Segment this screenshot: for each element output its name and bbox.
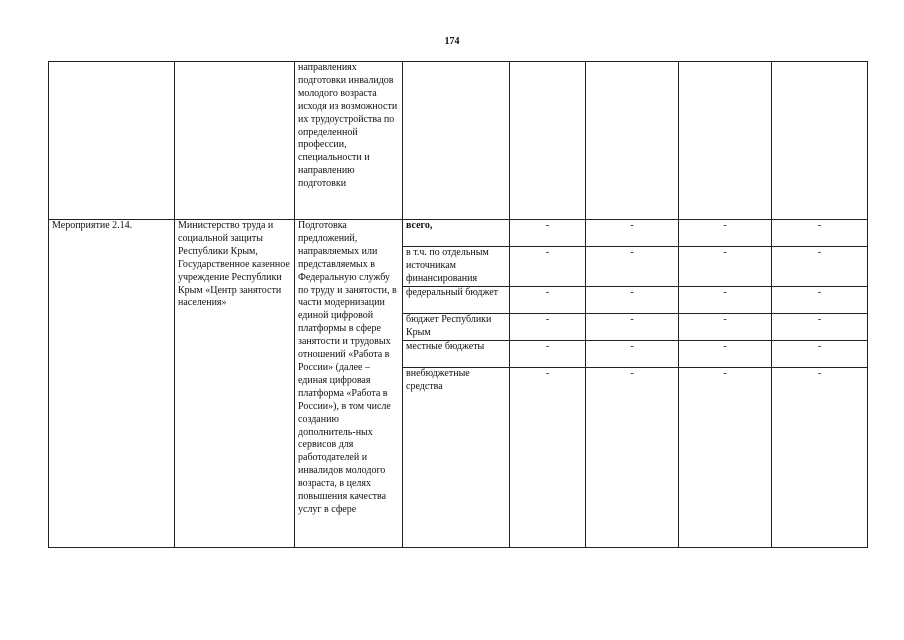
measure-description: Подготовка предложений, направляемых или представляемых в Федеральную службу по труду и занятости, в части модернизации единой цифровой платформы в сфере занятости и трудовых отношений «Работа в России» (далее – единая цифровая платформа «Работа в России»), в том числе созданию дополнитель-ных сервисов для работодателей и инвалидов молодого возраста, в целях повышения качества услуг в сфере — [295, 220, 403, 548]
funding-value: - — [679, 341, 772, 368]
funding-value: - — [772, 220, 868, 247]
funding-source: всего, — [403, 220, 510, 247]
funding-source: местные бюджеты — [403, 341, 510, 368]
page-number: 174 — [444, 36, 460, 47]
funding-value: - — [772, 314, 868, 341]
funding-value: - — [586, 287, 679, 314]
funding-value: - — [510, 247, 586, 287]
funding-value: - — [679, 287, 772, 314]
funding-value: - — [510, 314, 586, 341]
funding-value: - — [510, 341, 586, 368]
funding-value: - — [510, 220, 586, 247]
funding-source: федеральный бюджет — [403, 287, 510, 314]
funding-value: - — [586, 368, 679, 548]
funding-source: внебюджетные средства — [403, 368, 510, 548]
cell-executor — [175, 62, 295, 220]
funding-value: - — [679, 220, 772, 247]
cell-measure-name — [49, 62, 175, 220]
cell-description: направлениях подготовки инвалидов молодого возраста исходя из возможности их трудоустройства по определенной профессии, специальности и направлению подготовки — [295, 62, 403, 220]
measures-table — [48, 61, 868, 548]
funding-value: - — [772, 368, 868, 548]
funding-source: бюджет Республики Крым — [403, 314, 510, 341]
measure-executor: Министерство труда и социальной защиты Республики Крым, Государственное казенное учреждение Республики Крым «Центр занятости населения» — [175, 220, 295, 548]
funding-value: - — [510, 368, 586, 548]
funding-value: - — [510, 287, 586, 314]
cell-empty — [679, 62, 772, 220]
funding-value: - — [772, 287, 868, 314]
funding-value: - — [679, 247, 772, 287]
funding-value: - — [586, 314, 679, 341]
funding-value: - — [586, 341, 679, 368]
measure-name: Мероприятие 2.14. — [49, 220, 175, 548]
funding-value: - — [772, 247, 868, 287]
continuation-row — [49, 62, 868, 220]
funding-value: - — [586, 220, 679, 247]
funding-value: - — [679, 314, 772, 341]
funding-value: - — [772, 341, 868, 368]
cell-empty — [586, 62, 679, 220]
funding-source: в т.ч. по отдельным источникам финансирования — [403, 247, 510, 287]
funding-value: - — [679, 368, 772, 548]
funding-value: - — [586, 247, 679, 287]
cell-empty — [772, 62, 868, 220]
funding-row — [49, 220, 868, 247]
cell-empty — [403, 62, 510, 220]
cell-empty — [510, 62, 586, 220]
